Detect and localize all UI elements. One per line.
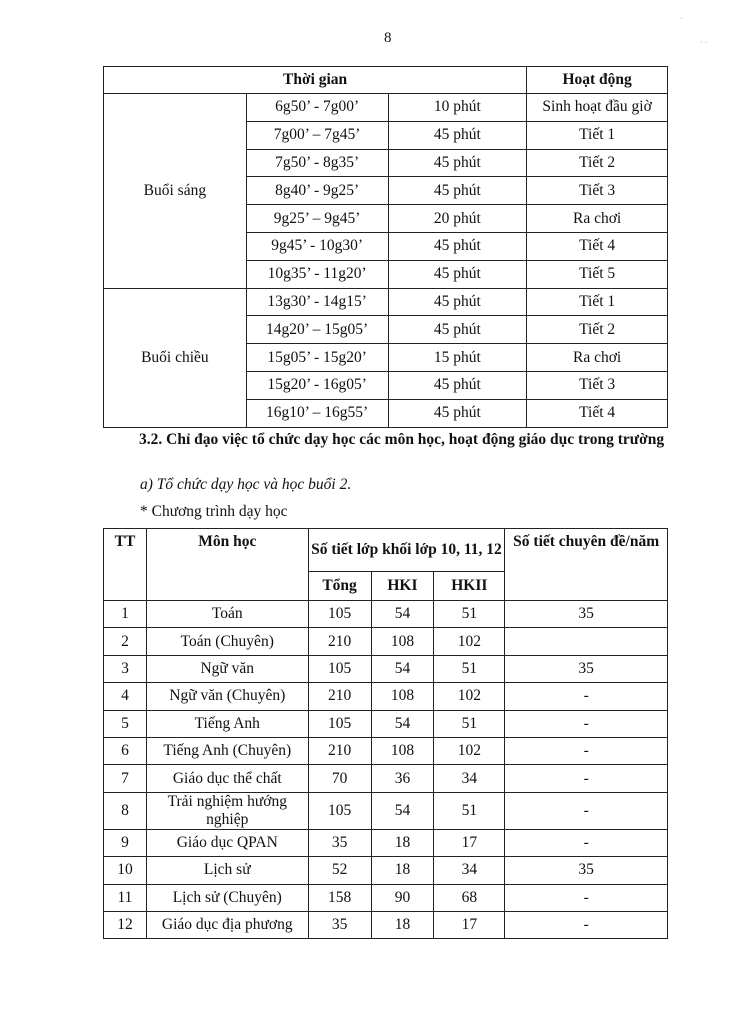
program-hk2: 51 xyxy=(434,655,505,682)
program-hk2: 51 xyxy=(434,710,505,737)
program-special: - xyxy=(505,737,668,764)
program-tt: 5 xyxy=(104,710,147,737)
schedule-time: 7g00’ – 7g45’ xyxy=(246,121,388,149)
schedule-activity: Tiết 3 xyxy=(527,177,668,205)
program-hk1: 108 xyxy=(371,628,434,655)
program-tt: 6 xyxy=(104,737,147,764)
program-total: 105 xyxy=(308,601,371,628)
program-hk2: 34 xyxy=(434,857,505,884)
program-table xyxy=(103,528,668,939)
program-tt: 11 xyxy=(104,884,147,911)
schedule-time: 14g20’ – 15g05’ xyxy=(246,316,388,344)
program-row xyxy=(104,601,668,628)
afternoon-session-label: Buổi chiều xyxy=(104,288,247,427)
program-special: 35 xyxy=(505,857,668,884)
program-row xyxy=(104,683,668,710)
program-tt: 9 xyxy=(104,829,147,856)
program-total: 70 xyxy=(308,765,371,792)
program-header-periods: Số tiết lớp khối lớp 10, 11, 12 xyxy=(308,529,505,572)
program-special: - xyxy=(505,884,668,911)
schedule-time: 13g30’ - 14g15’ xyxy=(246,288,388,316)
program-header-subject: Môn học xyxy=(146,529,308,601)
program-hk1: 18 xyxy=(371,857,434,884)
program-total: 35 xyxy=(308,911,371,938)
schedule-activity: Tiết 1 xyxy=(527,121,668,149)
schedule-time: 15g05’ - 15g20’ xyxy=(246,344,388,372)
schedule-time: 7g50’ - 8g35’ xyxy=(246,149,388,177)
program-row xyxy=(104,857,668,884)
program-special xyxy=(505,628,668,655)
program-row xyxy=(104,911,668,938)
program-special: - xyxy=(505,710,668,737)
program-row xyxy=(104,710,668,737)
program-total: 52 xyxy=(308,857,371,884)
schedule-row xyxy=(104,94,668,122)
program-hk1: 108 xyxy=(371,737,434,764)
program-hk1: 18 xyxy=(371,829,434,856)
schedule-activity: Tiết 4 xyxy=(527,399,668,427)
program-row xyxy=(104,737,668,764)
program-hk1: 54 xyxy=(371,792,434,829)
program-special: - xyxy=(505,911,668,938)
schedule-activity: Ra chơi xyxy=(527,205,668,233)
program-total: 105 xyxy=(308,792,371,829)
program-hk2: 102 xyxy=(434,683,505,710)
schedule-time: 16g10’ – 16g55’ xyxy=(246,399,388,427)
program-hk1: 54 xyxy=(371,601,434,628)
program-hk2: 34 xyxy=(434,765,505,792)
program-row xyxy=(104,884,668,911)
schedule-time: 8g40’ - 9g25’ xyxy=(246,177,388,205)
schedule-time: 9g45’ - 10g30’ xyxy=(246,232,388,260)
program-total: 210 xyxy=(308,683,371,710)
program-row xyxy=(104,829,668,856)
schedule-time: 9g25’ – 9g45’ xyxy=(246,205,388,233)
program-tt: 1 xyxy=(104,601,147,628)
program-hk1: 54 xyxy=(371,655,434,682)
schedule-duration: 10 phút xyxy=(388,94,527,122)
scan-speck: · · xyxy=(700,38,708,47)
program-subject: Toán (Chuyên) xyxy=(146,628,308,655)
program-hk2: 51 xyxy=(434,792,505,829)
program-subject: Giáo dục thể chất xyxy=(146,765,308,792)
program-hk2: 68 xyxy=(434,884,505,911)
program-total: 210 xyxy=(308,737,371,764)
program-hk1: 36 xyxy=(371,765,434,792)
schedule-activity: Tiết 2 xyxy=(527,149,668,177)
program-special: - xyxy=(505,792,668,829)
program-body xyxy=(104,601,668,939)
program-tt: 12 xyxy=(104,911,147,938)
program-row xyxy=(104,792,668,829)
program-tt: 7 xyxy=(104,765,147,792)
schedule-duration: 45 phút xyxy=(388,177,527,205)
program-special: - xyxy=(505,765,668,792)
program-subject: Ngữ văn xyxy=(146,655,308,682)
program-hk2: 17 xyxy=(434,911,505,938)
program-subject: Lịch sử (Chuyên) xyxy=(146,884,308,911)
schedule-header-row xyxy=(104,67,668,94)
program-hk1: 54 xyxy=(371,710,434,737)
program-row xyxy=(104,765,668,792)
program-row xyxy=(104,655,668,682)
program-subject: Tiếng Anh (Chuyên) xyxy=(146,737,308,764)
section-heading-text: 3.2. Chỉ đạo việc tổ chức dạy học các môn học, hoạt động giáo dục trong trường xyxy=(139,431,665,448)
schedule-activity: Sinh hoạt đầu giờ xyxy=(527,94,668,122)
program-subject: Trải nghiệm hướng nghiệp xyxy=(146,792,308,829)
program-hk1: 18 xyxy=(371,911,434,938)
program-subject: Giáo dục địa phương xyxy=(146,911,308,938)
program-subject: Giáo dục QPAN xyxy=(146,829,308,856)
schedule-activity: Tiết 4 xyxy=(527,232,668,260)
schedule-duration: 45 phút xyxy=(388,260,527,288)
schedule-duration: 45 phút xyxy=(388,371,527,399)
schedule-duration: 45 phút xyxy=(388,149,527,177)
program-header-hk1: HKI xyxy=(371,572,434,601)
schedule-time: 6g50’ - 7g00’ xyxy=(246,94,388,122)
program-total: 35 xyxy=(308,829,371,856)
subsection-a: a) Tổ chức dạy học và học buổi 2. xyxy=(140,476,352,493)
program-hk2: 102 xyxy=(434,628,505,655)
program-subject: Ngữ văn (Chuyên) xyxy=(146,683,308,710)
program-hk2: 51 xyxy=(434,601,505,628)
program-header-special: Số tiết chuyên đề/năm xyxy=(505,529,668,601)
program-tt: 8 xyxy=(104,792,147,829)
program-tt: 3 xyxy=(104,655,147,682)
program-tt: 2 xyxy=(104,628,147,655)
schedule-duration: 45 phút xyxy=(388,121,527,149)
program-hk1: 90 xyxy=(371,884,434,911)
program-header-tt: TT xyxy=(104,529,147,601)
program-subject: Tiếng Anh xyxy=(146,710,308,737)
schedule-time: 15g20’ - 16g05’ xyxy=(246,371,388,399)
program-header-total: Tổng xyxy=(308,572,371,601)
page-number: 8 xyxy=(384,30,392,46)
schedule-header-time: Thời gian xyxy=(104,67,527,94)
program-hk2: 17 xyxy=(434,829,505,856)
schedule-activity: Tiết 3 xyxy=(527,371,668,399)
program-total: 158 xyxy=(308,884,371,911)
program-subject: Lịch sử xyxy=(146,857,308,884)
morning-session-label: Buổi sáng xyxy=(104,94,247,289)
program-subject: Toán xyxy=(146,601,308,628)
program-special: - xyxy=(505,829,668,856)
scan-speck: · xyxy=(680,14,683,23)
program-hk1: 108 xyxy=(371,683,434,710)
schedule-duration: 45 phút xyxy=(388,316,527,344)
program-total: 210 xyxy=(308,628,371,655)
program-hk2: 102 xyxy=(434,737,505,764)
schedule-body xyxy=(104,94,668,428)
schedule-duration: 45 phút xyxy=(388,288,527,316)
schedule-duration: 45 phút xyxy=(388,399,527,427)
program-header-row xyxy=(104,529,668,572)
schedule-time: 10g35’ - 11g20’ xyxy=(246,260,388,288)
schedule-row xyxy=(104,288,668,316)
program-special: 35 xyxy=(505,655,668,682)
program-tt: 4 xyxy=(104,683,147,710)
schedule-duration: 45 phút xyxy=(388,232,527,260)
schedule-activity: Tiết 5 xyxy=(527,260,668,288)
program-special: - xyxy=(505,683,668,710)
program-row xyxy=(104,628,668,655)
program-total: 105 xyxy=(308,655,371,682)
schedule-activity: Tiết 2 xyxy=(527,316,668,344)
schedule-activity: Ra chơi xyxy=(527,344,668,372)
schedule-table xyxy=(103,66,668,428)
program-tt: 10 xyxy=(104,857,147,884)
schedule-duration: 20 phút xyxy=(388,205,527,233)
subsection-b: * Chương trình dạy học xyxy=(140,503,288,520)
schedule-header-activity: Hoạt động xyxy=(527,67,668,94)
schedule-activity: Tiết 1 xyxy=(527,288,668,316)
program-header-hk2: HKII xyxy=(434,572,505,601)
section-heading xyxy=(105,430,675,449)
program-special: 35 xyxy=(505,601,668,628)
program-total: 105 xyxy=(308,710,371,737)
schedule-duration: 15 phút xyxy=(388,344,527,372)
